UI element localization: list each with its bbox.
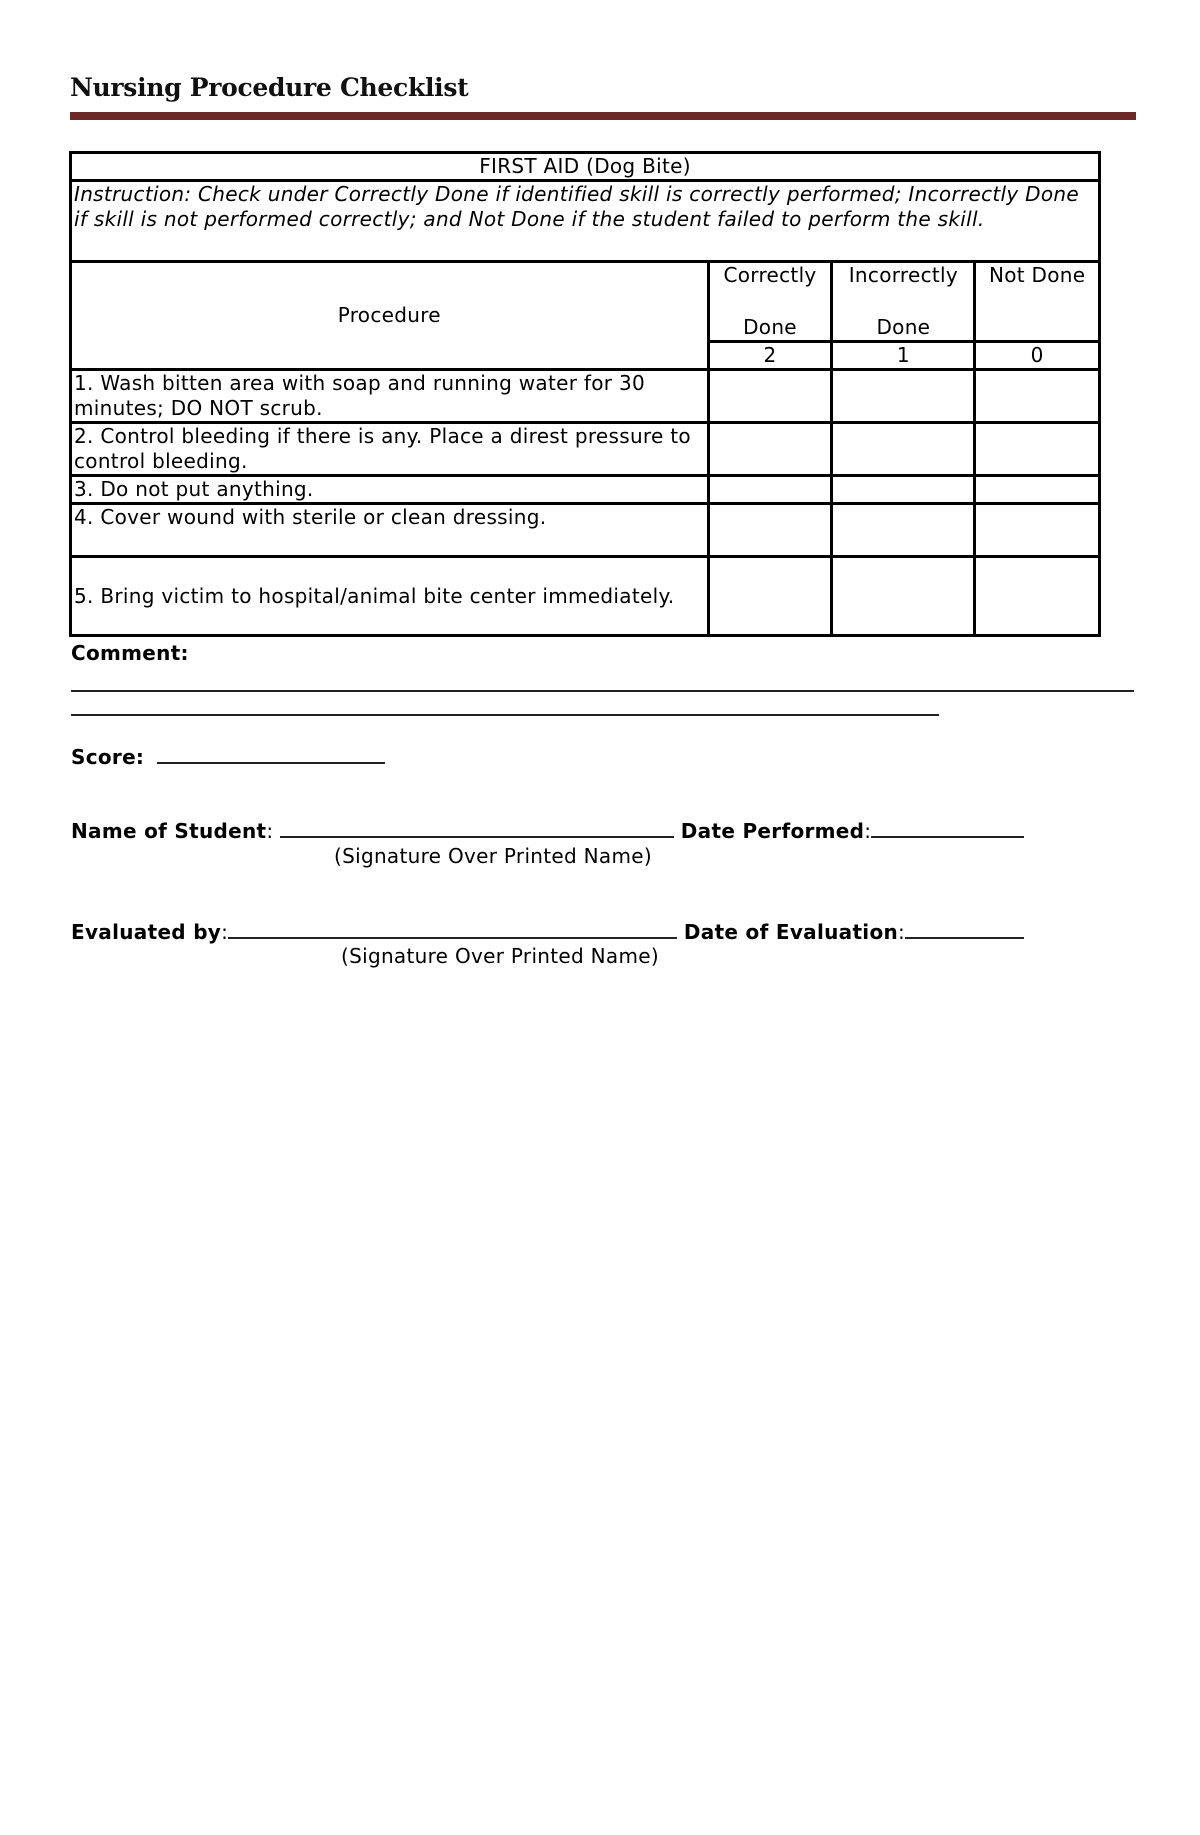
check-cell-not-done[interactable] bbox=[975, 370, 1100, 423]
check-cell-not-done[interactable] bbox=[975, 504, 1100, 557]
check-cell-incorrectly-done[interactable] bbox=[832, 557, 975, 636]
header-rule bbox=[70, 112, 1136, 120]
check-cell-incorrectly-done[interactable] bbox=[832, 476, 975, 504]
not-done-score: 0 bbox=[975, 342, 1100, 370]
check-cell-correctly-done[interactable] bbox=[708, 557, 832, 636]
checklist-table bbox=[69, 151, 1101, 637]
table-row bbox=[71, 557, 1100, 636]
student-label: Name of Student bbox=[71, 819, 267, 843]
evaluator-row bbox=[71, 919, 1137, 944]
date-evaluation-label: Date of Evaluation bbox=[683, 920, 899, 944]
student-signature-caption: (Signature Over Printed Name) bbox=[334, 844, 652, 868]
checklist-instruction: Instruction: Check under Correctly Done if identified skill is correctly performed; Incorrectly Done if skill is not performed correctly; and Not Done if the student failed to perform the skill. bbox=[71, 181, 1100, 262]
procedure-header-label: Procedure bbox=[337, 303, 441, 327]
correctly-done-header bbox=[708, 262, 832, 342]
student-colon: : bbox=[266, 819, 274, 843]
check-cell-correctly-done[interactable] bbox=[708, 504, 832, 557]
table-row bbox=[71, 370, 1100, 423]
comment-label: Comment: bbox=[71, 641, 189, 665]
page-header bbox=[70, 70, 1136, 120]
incorrectly-done-header-line2: Done bbox=[876, 315, 931, 339]
incorrectly-done-header bbox=[832, 262, 975, 342]
page-title: Nursing Procedure Checklist bbox=[70, 73, 469, 102]
correctly-done-header-line1: Correctly bbox=[723, 263, 817, 287]
table-row bbox=[71, 476, 1100, 504]
incorrectly-done-score: 1 bbox=[832, 342, 975, 370]
check-cell-incorrectly-done[interactable] bbox=[832, 504, 975, 557]
check-cell-correctly-done[interactable] bbox=[708, 370, 832, 423]
date-performed-label: Date Performed bbox=[680, 819, 865, 843]
evaluated-by-colon: : bbox=[221, 920, 229, 944]
student-row bbox=[71, 818, 1137, 843]
procedure-step-1: 1. Wash bitten area with soap and running water for 30 minutes; DO NOT scrub. bbox=[71, 370, 709, 423]
check-cell-not-done[interactable] bbox=[975, 557, 1100, 636]
procedure-step-3: 3. Do not put anything. bbox=[71, 476, 709, 504]
date-performed-colon: : bbox=[864, 819, 872, 843]
procedure-step-2: 2. Control bleeding if there is any. Place a direst pressure to control bleeding. bbox=[71, 423, 709, 476]
date-evaluation-blank[interactable] bbox=[905, 919, 1024, 939]
checklist-title: FIRST AID (Dog Bite) bbox=[71, 153, 1100, 181]
check-cell-correctly-done[interactable] bbox=[708, 423, 832, 476]
date-evaluation-colon: : bbox=[898, 920, 906, 944]
table-row bbox=[71, 504, 1100, 557]
score-blank[interactable] bbox=[157, 744, 385, 764]
date-performed-blank[interactable] bbox=[871, 818, 1024, 838]
not-done-header bbox=[975, 262, 1100, 342]
check-cell-not-done[interactable] bbox=[975, 476, 1100, 504]
incorrectly-done-header-line1: Incorrectly bbox=[848, 263, 959, 287]
procedure-step-4: 4. Cover wound with sterile or clean dressing. bbox=[71, 504, 709, 557]
score-label: Score: bbox=[71, 745, 145, 769]
check-cell-correctly-done[interactable] bbox=[708, 476, 832, 504]
evaluator-signature-caption: (Signature Over Printed Name) bbox=[341, 944, 659, 968]
check-cell-incorrectly-done[interactable] bbox=[832, 423, 975, 476]
evaluated-by-label: Evaluated by bbox=[71, 920, 222, 944]
score-row bbox=[71, 744, 1137, 769]
correctly-done-score: 2 bbox=[708, 342, 832, 370]
correctly-done-header-line2: Done bbox=[743, 315, 797, 339]
table-row bbox=[71, 423, 1100, 476]
comment-line-1[interactable] bbox=[71, 690, 1134, 692]
procedure-column-header bbox=[71, 262, 709, 370]
comment-line-2[interactable] bbox=[71, 714, 939, 716]
procedure-step-5: 5. Bring victim to hospital/animal bite center immediately. bbox=[71, 557, 709, 636]
check-cell-not-done[interactable] bbox=[975, 423, 1100, 476]
student-name-blank[interactable] bbox=[280, 818, 674, 838]
evaluator-name-blank[interactable] bbox=[228, 919, 677, 939]
check-cell-incorrectly-done[interactable] bbox=[832, 370, 975, 423]
not-done-header-label: Not Done bbox=[988, 263, 1086, 287]
